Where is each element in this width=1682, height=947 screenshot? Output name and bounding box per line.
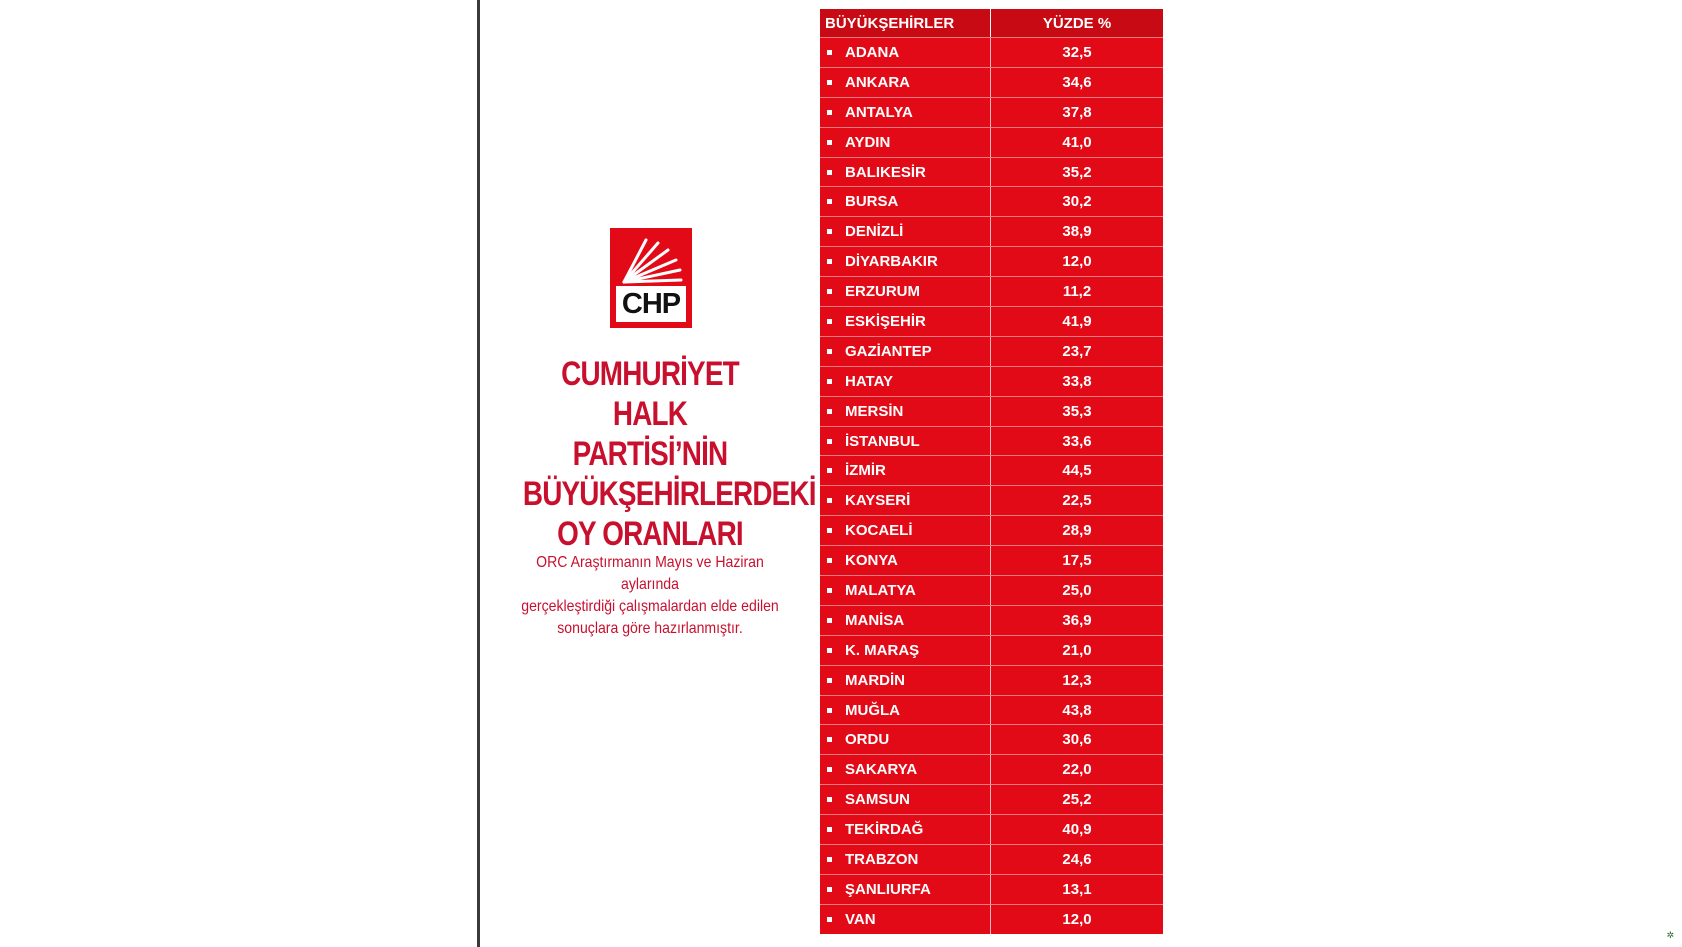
bullet-icon	[827, 409, 832, 414]
results-table	[820, 9, 1163, 934]
city-cell	[820, 247, 991, 276]
bullet-icon	[827, 708, 832, 713]
table-row	[820, 874, 1163, 904]
bullet-icon	[827, 319, 832, 324]
table-row	[820, 814, 1163, 844]
city-name: DİYARBAKIR	[845, 253, 938, 271]
table-row	[820, 306, 1163, 336]
table-body	[820, 37, 1163, 934]
logo-text-box	[616, 286, 686, 322]
bullet-icon	[827, 887, 832, 892]
percent-cell: 17,5	[1062, 552, 1092, 570]
percent-cell: 41,0	[1062, 133, 1092, 151]
bullet-icon	[827, 737, 832, 742]
percent-cell: 23,7	[1062, 342, 1092, 360]
city-name: MANİSA	[845, 611, 905, 629]
city-name: KONYA	[845, 552, 898, 570]
city-name: KAYSERİ	[845, 492, 911, 510]
city-name: ANKARA	[845, 73, 910, 91]
city-name: ADANA	[845, 43, 900, 61]
city-name: ORDU	[845, 731, 890, 749]
percent-cell: 28,9	[1062, 522, 1092, 540]
table-row	[820, 37, 1163, 67]
table-row	[820, 396, 1163, 426]
bullet-icon	[827, 229, 832, 234]
percent-cell: 22,5	[1062, 492, 1092, 510]
bullet-icon	[827, 199, 832, 204]
table-row	[820, 366, 1163, 396]
percent-cell: 30,2	[1062, 193, 1092, 211]
percent-cell: 35,2	[1062, 163, 1092, 181]
percent-cell: 12,3	[1062, 671, 1092, 689]
title-line: PARTİSİ’NİN	[572, 435, 728, 473]
table-row	[820, 545, 1163, 575]
percent-cell: 30,6	[1062, 731, 1092, 749]
city-cell	[820, 516, 991, 545]
percent-cell: 24,6	[1062, 850, 1092, 868]
title-line: OY ORANLARI	[557, 515, 743, 553]
bullet-icon	[827, 857, 832, 862]
table-row	[820, 605, 1163, 635]
city-cell	[820, 187, 991, 216]
bullet-icon	[827, 50, 832, 55]
table-row	[820, 336, 1163, 366]
city-name: İZMİR	[845, 462, 886, 480]
bullet-icon	[827, 797, 832, 802]
city-name: MALATYA	[845, 581, 916, 599]
city-cell	[820, 606, 991, 635]
city-name: SAMSUN	[845, 791, 911, 809]
city-cell	[820, 38, 991, 67]
bullet-icon	[827, 618, 832, 623]
city-cell	[820, 755, 991, 784]
bullet-icon	[827, 767, 832, 772]
percent-cell: 25,2	[1062, 791, 1092, 809]
city-cell	[820, 785, 991, 814]
table-row	[820, 127, 1163, 157]
six-arrows-icon	[616, 234, 686, 284]
table-row	[820, 695, 1163, 725]
bullet-icon	[827, 170, 832, 175]
city-name: İSTANBUL	[845, 432, 920, 450]
city-cell	[820, 277, 991, 306]
city-cell	[820, 397, 991, 426]
city-cell	[820, 546, 991, 575]
table-row	[820, 485, 1163, 515]
city-name: K. MARAŞ	[845, 641, 920, 659]
bullet-icon	[827, 289, 832, 294]
city-cell	[820, 576, 991, 605]
percent-cell: 21,0	[1062, 641, 1092, 659]
bullet-icon	[827, 349, 832, 354]
table-row	[820, 575, 1163, 605]
bullet-icon	[827, 648, 832, 653]
vertical-divider	[477, 0, 480, 947]
city-cell	[820, 337, 991, 366]
logo-text: CHP	[621, 287, 681, 320]
city-cell	[820, 456, 991, 485]
city-name: VAN	[845, 910, 876, 928]
table-row	[820, 426, 1163, 456]
percent-cell: 22,0	[1062, 761, 1092, 779]
table-row	[820, 784, 1163, 814]
table-row	[820, 276, 1163, 306]
city-name: BALIKESİR	[845, 163, 926, 181]
table-row	[820, 157, 1163, 187]
city-cell	[820, 666, 991, 695]
city-name: HATAY	[845, 372, 894, 390]
source-note	[514, 552, 787, 640]
percent-cell: 43,8	[1062, 701, 1092, 719]
percent-cell: 37,8	[1062, 103, 1092, 121]
city-name: ANTALYA	[845, 103, 913, 121]
table-row	[820, 67, 1163, 97]
table-row	[820, 754, 1163, 784]
percent-cell: 25,0	[1062, 581, 1092, 599]
city-cell	[820, 68, 991, 97]
bullet-icon	[827, 80, 832, 85]
table-row	[820, 186, 1163, 216]
city-cell	[820, 905, 991, 934]
table-row	[820, 635, 1163, 665]
city-name: TRABZON	[845, 850, 919, 868]
city-cell	[820, 217, 991, 246]
city-cell	[820, 128, 991, 157]
percent-cell: 11,2	[1062, 283, 1092, 301]
city-name: MERSİN	[845, 402, 904, 420]
city-name: MUĞLA	[845, 701, 900, 719]
table-row	[820, 455, 1163, 485]
table-row	[820, 724, 1163, 754]
bullet-icon	[827, 140, 832, 145]
percent-cell: 13,1	[1062, 880, 1092, 898]
column-header-percent: YÜZDE %	[1042, 14, 1112, 32]
city-cell	[820, 427, 991, 456]
percent-cell: 40,9	[1062, 821, 1092, 839]
city-name: ERZURUM	[845, 283, 920, 301]
city-cell	[820, 486, 991, 515]
percent-cell: 12,0	[1062, 253, 1092, 271]
percent-cell: 12,0	[1062, 910, 1092, 928]
percent-cell: 33,6	[1062, 432, 1092, 450]
city-name: ŞANLIURFA	[845, 880, 931, 898]
city-name: TEKİRDAĞ	[845, 821, 924, 839]
city-cell	[820, 725, 991, 754]
city-cell	[820, 636, 991, 665]
table-row	[820, 97, 1163, 127]
title-line: BÜYÜKŞEHİRLERDEKİ	[522, 475, 816, 513]
column-header-city: BÜYÜKŞEHİRLER	[820, 9, 991, 37]
bullet-icon	[827, 379, 832, 384]
source-note-line: gerçekleştirdiği çalışmalardan elde edilen	[521, 598, 779, 615]
bullet-icon	[827, 558, 832, 563]
bullet-icon	[827, 528, 832, 533]
bullet-icon	[827, 110, 832, 115]
city-cell	[820, 367, 991, 396]
table-row	[820, 216, 1163, 246]
table-row	[820, 515, 1163, 545]
city-name: SAKARYA	[845, 761, 918, 779]
city-name: MARDİN	[845, 671, 905, 689]
city-cell	[820, 158, 991, 187]
city-cell	[820, 875, 991, 904]
gear-icon: ✲	[1666, 930, 1674, 940]
percent-cell: 41,9	[1062, 312, 1092, 330]
city-name: AYDIN	[845, 133, 891, 151]
page-title	[522, 354, 816, 554]
city-name: ESKİŞEHİR	[845, 312, 926, 330]
table-header	[820, 9, 1163, 37]
bullet-icon	[827, 468, 832, 473]
bullet-icon	[827, 827, 832, 832]
city-name: GAZİANTEP	[845, 342, 932, 360]
city-cell	[820, 815, 991, 844]
chp-logo	[610, 228, 692, 328]
city-cell	[820, 98, 991, 127]
source-note-line: sonuçlara göre hazırlanmıştır.	[557, 620, 743, 637]
bullet-icon	[827, 678, 832, 683]
bullet-icon	[827, 498, 832, 503]
bullet-icon	[827, 917, 832, 922]
table-row	[820, 665, 1163, 695]
table-row	[820, 844, 1163, 874]
percent-cell: 34,6	[1062, 73, 1092, 91]
bullet-icon	[827, 259, 832, 264]
percent-cell: 32,5	[1062, 43, 1092, 61]
city-cell	[820, 845, 991, 874]
table-row	[820, 246, 1163, 276]
percent-cell: 35,3	[1062, 402, 1092, 420]
percent-cell: 36,9	[1062, 611, 1092, 629]
city-name: BURSA	[845, 193, 899, 211]
percent-cell: 33,8	[1062, 372, 1092, 390]
table-row	[820, 904, 1163, 934]
source-note-line: ORC Araştırmanın Mayıs ve Haziran aylarında	[536, 554, 764, 593]
city-name: KOCAELİ	[845, 522, 913, 540]
percent-cell: 44,5	[1062, 462, 1092, 480]
bullet-icon	[827, 439, 832, 444]
city-name: DENİZLİ	[845, 223, 904, 241]
title-line: CUMHURİYET HALK	[561, 355, 739, 433]
city-cell	[820, 696, 991, 725]
percent-cell: 38,9	[1062, 223, 1092, 241]
city-cell	[820, 307, 991, 336]
bullet-icon	[827, 588, 832, 593]
